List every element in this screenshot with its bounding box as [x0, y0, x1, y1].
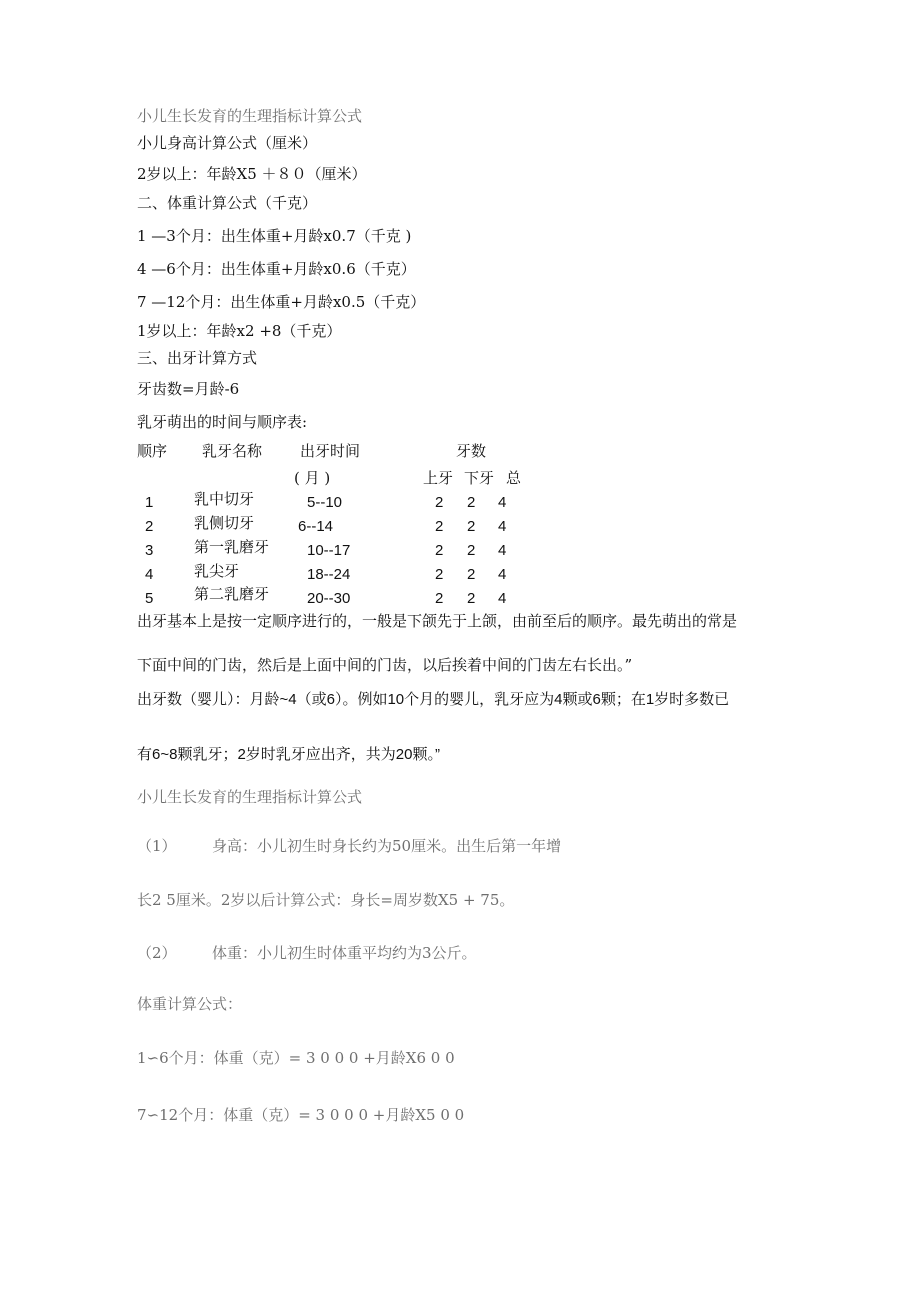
row-lower: 2 [467, 542, 476, 559]
item2-number: （2） [137, 944, 177, 962]
row-order: 4 [145, 566, 154, 583]
row-order: 3 [145, 542, 154, 559]
header-title: 小儿生长发育的生理指标计算公式 [137, 107, 363, 125]
weight-formula-1y: 1岁以上：年龄x2 +8（千克） [137, 322, 342, 340]
row-total: 4 [498, 566, 507, 583]
section2-title: 小儿生长发育的生理指标计算公式 [137, 788, 363, 806]
weight-formula-7-12: 7 —12个月：出生体重+月龄x0.5（千克） [137, 293, 426, 311]
weight-formula-1-6: 1∽6个月：体重（克）= 3 0 0 0 +月龄X6 0 0 [137, 1049, 455, 1067]
item1-text: 身高：小儿初生时身长约为50厘米。出生后第一年增 [212, 837, 562, 855]
row-total: 4 [498, 590, 507, 607]
row-order: 2 [145, 518, 154, 535]
row-time: 6--14 [298, 518, 334, 535]
paragraph-count-line1: 出牙数（婴儿）：月龄~4（或6）。例如10个月的婴儿，乳牙应为4颗或6颗；在1岁时多数已 [137, 691, 730, 708]
item1-continuation: 长2 5厘米。2岁以后计算公式：身长=周岁数X5 + 75。 [137, 891, 515, 909]
table-caption: 乳牙萌出的时间与顺序表: [137, 413, 308, 431]
row-order: 5 [145, 590, 154, 607]
row-name: 乳尖牙 [194, 562, 240, 580]
item2-text: 体重：小儿初生时体重平均约为3公斤。 [212, 944, 477, 962]
row-time: 10--17 [307, 542, 351, 559]
row-total: 4 [498, 518, 507, 535]
height-formula: 2岁以上：年龄X5 ＋８０（厘米） [137, 165, 367, 183]
col-header-time: 出牙时间 [300, 442, 361, 460]
row-upper: 2 [435, 542, 444, 559]
weight-formula-1-3: 1 —3个月：出生体重+月龄x0.7（千克 ) [137, 227, 412, 245]
paragraph-order-line2: 下面中间的门齿，然后是上面中间的门齿，以后挨着中间的门齿左右长出。” [137, 656, 633, 674]
row-lower: 2 [467, 518, 476, 535]
row-lower: 2 [467, 566, 476, 583]
col-header-order: 顺序 [137, 442, 168, 460]
height-formula-title: 小儿身高计算公式（厘米） [137, 134, 318, 152]
row-upper: 2 [435, 566, 444, 583]
row-name: 乳中切牙 [194, 490, 255, 508]
col-header-count: 牙数 [456, 442, 487, 460]
row-total: 4 [498, 542, 507, 559]
col-header-name: 乳牙名称 [202, 442, 263, 460]
row-name: 第二乳磨牙 [194, 585, 270, 603]
row-total: 4 [498, 494, 507, 511]
row-lower: 2 [467, 494, 476, 511]
item1-number: （1） [137, 837, 177, 855]
weight-formula-7-12-grams: 7∽12个月：体重（克）= 3 0 0 0 +月龄X5 0 0 [137, 1106, 465, 1124]
row-order: 1 [145, 494, 154, 511]
row-name: 乳侧切牙 [194, 514, 255, 532]
col-header-upper: 上牙 [423, 469, 454, 487]
weight-formula-title: 体重计算公式： [137, 995, 243, 1013]
row-time: 5--10 [307, 494, 343, 511]
weight-formula-4-6: 4 —6个月：出生体重+月龄x0.6（千克） [137, 260, 416, 278]
row-upper: 2 [435, 518, 444, 535]
col-header-lower: 下牙 [464, 469, 495, 487]
teeth-section-title: 三、出牙计算方式 [137, 349, 258, 367]
weight-section-title: 二、体重计算公式（千克） [137, 194, 318, 212]
col-header-total: 总 [506, 469, 522, 487]
row-time: 20--30 [307, 590, 351, 607]
col-header-unit: ( 月 ) [294, 469, 331, 487]
row-upper: 2 [435, 494, 444, 511]
paragraph-count-line2: 有6~8颗乳牙；2岁时乳牙应出齐，共为20颗。” [137, 746, 440, 763]
teeth-formula: 牙齿数=月龄-6 [137, 380, 240, 398]
row-time: 18--24 [307, 566, 351, 583]
paragraph-order-line1: 出牙基本上是按一定顺序进行的，一般是下颌先于上颌，由前至后的顺序。最先萌出的常是 [137, 612, 738, 630]
row-name: 第一乳磨牙 [194, 538, 270, 556]
row-lower: 2 [467, 590, 476, 607]
row-upper: 2 [435, 590, 444, 607]
